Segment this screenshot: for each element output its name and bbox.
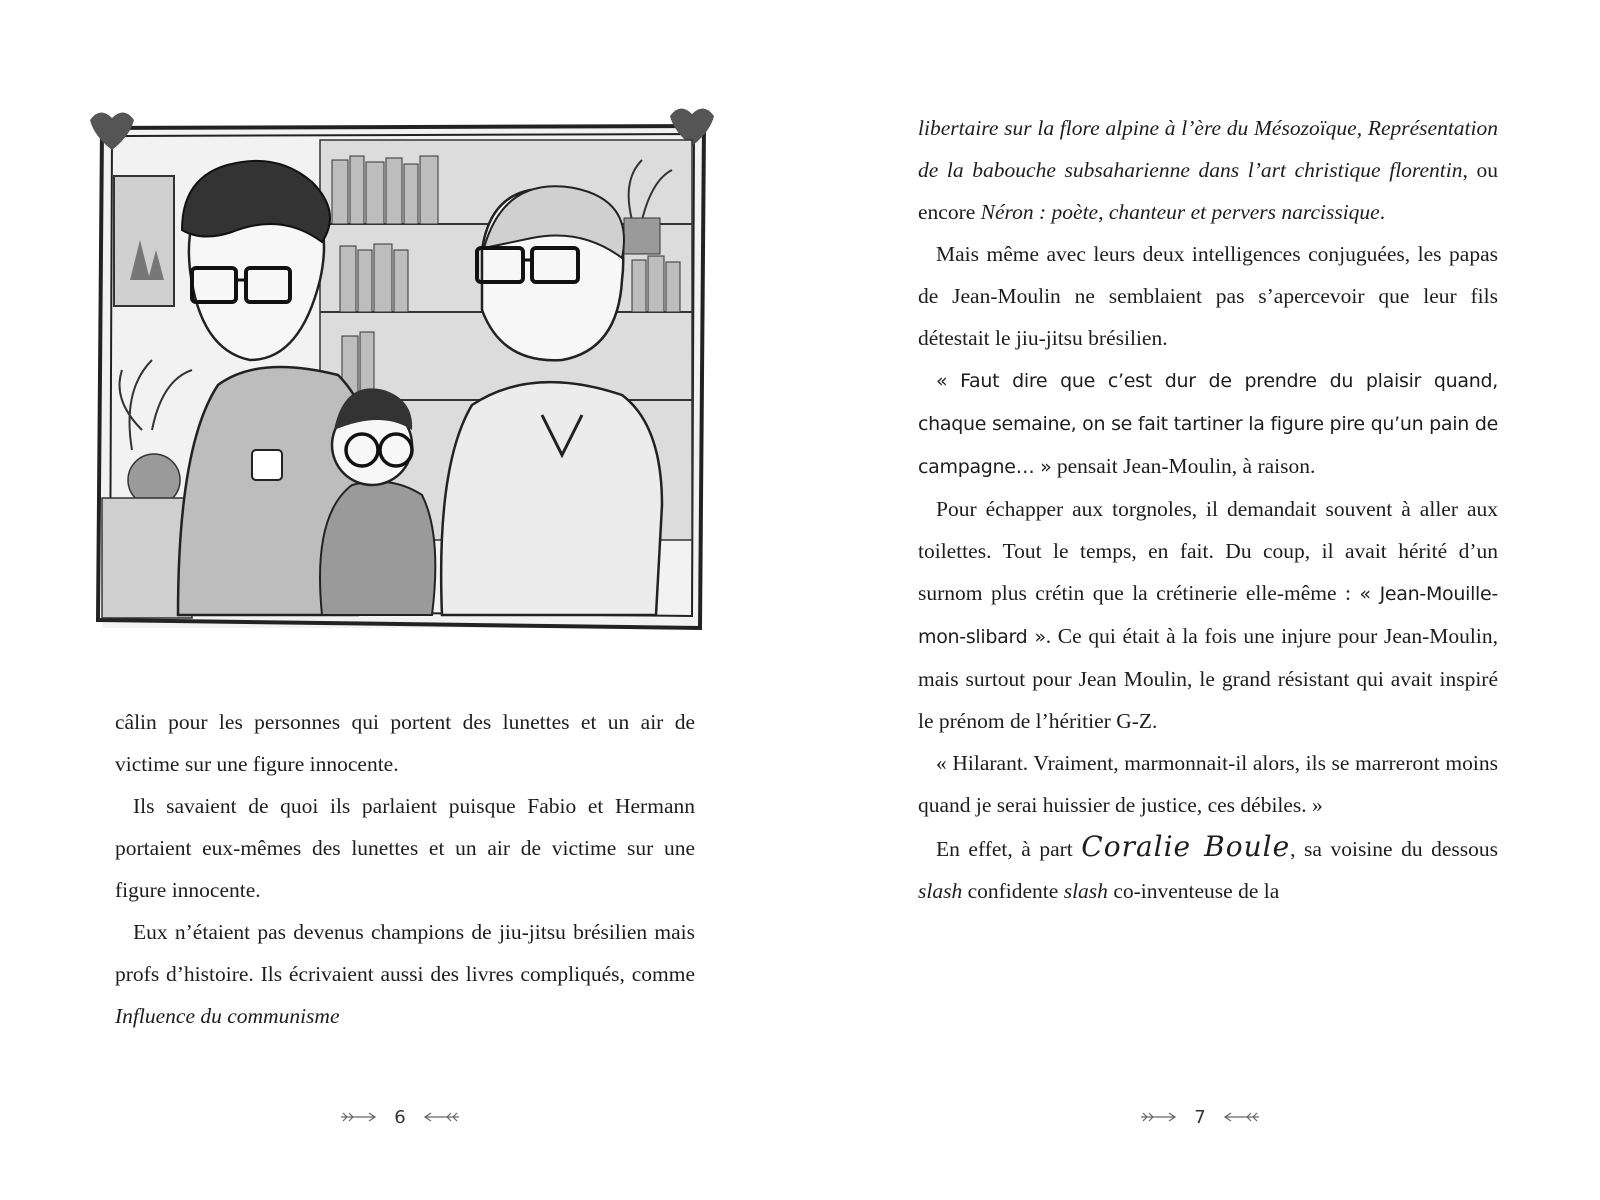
- paragraph: [918, 359, 1498, 488]
- paragraph-text: . Ce qui était à la fois une injure pour Jean-Moulin, mais surtout pour Jean Moulin, le grand résistant qui avait inspiré le prénom de l’héritier G-Z.: [918, 624, 1498, 733]
- paragraph-text: confidente: [962, 879, 1064, 903]
- page-number: 7: [1194, 1106, 1206, 1128]
- paragraph: [115, 911, 695, 1037]
- character-name: Coralie Boule: [1081, 830, 1291, 863]
- page-number-right: [800, 1106, 1600, 1128]
- book-title: Influence du communisme: [115, 1004, 340, 1028]
- paragraph: [918, 826, 1498, 912]
- paragraph-text: .: [1379, 200, 1386, 224]
- paragraph-text: Pour échapper aux torgnoles, il demandait souvent à aller aux toilettes. Tout le temps, en fait. Du coup, il avait hérité d’un surnom plus crétin que la crétinerie elle-même :: [918, 497, 1498, 605]
- left-page-text: [115, 701, 695, 1037]
- page-number-left: [0, 1106, 800, 1128]
- paragraph: Mais même avec leurs deux intelligences conjuguées, les papas de Jean-Moulin ne semblaient pas s’apercevoir que leur fils détestait le jiu-jitsu brésilien.: [918, 242, 1498, 350]
- page-number: 6: [394, 1106, 406, 1128]
- paragraph: [918, 488, 1498, 742]
- arrow-ornament-icon: [1139, 1112, 1179, 1122]
- arrow-ornament-icon: [1221, 1112, 1261, 1122]
- right-page: [800, 0, 1600, 1200]
- paragraph-text: co-inventeuse de la: [1107, 879, 1280, 903]
- italic-word: slash: [1063, 879, 1108, 903]
- family-portrait-illustration: [72, 100, 732, 670]
- paragraph: [918, 107, 1498, 233]
- book-title: libertaire sur la flore alpine à l’ère du Mésozoïque, Représentation de la babouche subsaharienne dans l’art christique florentin: [918, 116, 1498, 182]
- handwritten-thought: « Faut dire que c’est dur de prendre du plaisir quand, chaque semaine, on se fait tartiner la figure pire qu’un pain de campagne… »: [918, 370, 1498, 478]
- paragraph-text: , ou encore: [918, 158, 1499, 224]
- italic-word: slash: [918, 879, 963, 903]
- arrow-ornament-icon: [421, 1112, 461, 1122]
- right-page-text: [918, 107, 1498, 912]
- paragraph-text: , sa voisine du dessous: [1290, 837, 1498, 861]
- paragraph-text: pensait Jean-Moulin, à raison.: [1051, 454, 1316, 478]
- paragraph-text: En effet, à part: [936, 837, 1082, 861]
- handwritten-nickname: « Jean-Mouille-mon-slibard »: [918, 583, 1498, 648]
- paragraph: câlin pour les personnes qui portent des lunettes et un air de victime sur une figure innocente.: [115, 710, 695, 776]
- arrow-ornament-icon: [339, 1112, 379, 1122]
- book-title: Néron : poète, chanteur et pervers narcissique: [980, 200, 1380, 224]
- paragraph: Ils savaient de quoi ils parlaient puisque Fabio et Hermann portaient eux-mêmes des lunettes et un air de victime sur une figure innocente.: [115, 794, 695, 902]
- paragraph-text: Eux n’étaient pas devenus champions de jiu-jitsu brésilien mais profs d’histoire. Ils écrivaient aussi des livres compliqués, comme: [115, 920, 695, 986]
- paragraph: « Hilarant. Vraiment, marmonnait-il alors, ils se marreront moins quand je serai huissier de justice, ces débiles. »: [918, 751, 1498, 817]
